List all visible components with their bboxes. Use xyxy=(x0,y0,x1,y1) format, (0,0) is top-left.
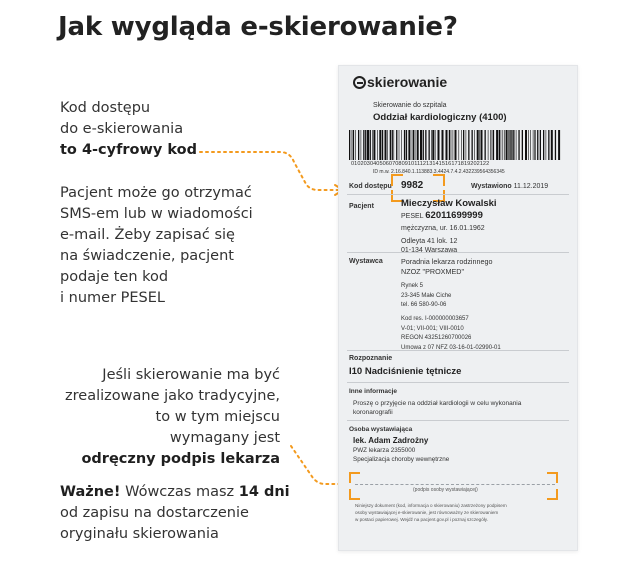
text-line: w postaci papierowej. Wejdź na pacjent.gov.pl i poznaj szczegóły. xyxy=(355,517,489,522)
divider xyxy=(347,194,569,195)
pesel-number: 62011699999 xyxy=(425,210,483,221)
bracket-corner xyxy=(349,489,360,500)
other-info xyxy=(353,399,521,417)
text-line: do e-skierowania xyxy=(60,121,184,137)
issued-label: Wystawiono xyxy=(471,183,512,190)
bracket-corner xyxy=(433,174,445,186)
doctor-details xyxy=(353,447,449,464)
pesel-row xyxy=(401,210,483,221)
barcode-digits: 01020304050607080910111213141516171819202122 xyxy=(351,161,490,167)
bracket-corner xyxy=(349,472,360,483)
text-line: REGON 43251260700026 xyxy=(401,335,472,342)
text-line: wymagany jest xyxy=(169,430,280,446)
diagnosis-label: Rozpoznanie xyxy=(349,355,393,362)
barcode xyxy=(349,130,561,160)
important-label: Ważne! xyxy=(60,484,121,500)
text-line: 01-134 Warszawa xyxy=(401,247,458,254)
text-line: Odleyta 41 lok. 12 xyxy=(401,237,458,245)
important-note xyxy=(60,482,310,545)
text-line: Kod res. I-000000003657 xyxy=(401,315,469,322)
text-line: na świadczenie, pacjent xyxy=(60,248,234,264)
text-line: osoby wystawiającej e-skierowanie, jest równoważny ze skierowaniem xyxy=(355,510,499,515)
text-line: Rynek 5 xyxy=(401,283,424,290)
access-code-usage-text xyxy=(60,183,310,309)
issue-date-row xyxy=(471,183,548,190)
arrow-to-access-code-icon xyxy=(190,140,350,200)
text-line: tel. 66 580-90-06 xyxy=(401,302,447,309)
pesel-label: PESEL xyxy=(401,213,424,220)
other-info-label: Inne informacje xyxy=(349,388,398,395)
text-line: e-mail. Żeby zapisać się xyxy=(60,227,235,243)
diagnosis: I10 Nadciśnienie tętnicze xyxy=(349,366,462,377)
days-count: 14 dni xyxy=(238,484,290,500)
id-line: ID m.w. 2.16.840.1.113883.3.4424.7.4.2.432239564356345 xyxy=(373,169,505,175)
signature-caption: (podpis osoby wystawiającej) xyxy=(413,487,478,493)
logo-text: skierowanie xyxy=(367,74,448,90)
e-logo-icon xyxy=(353,76,366,89)
doctor-name: lek. Adam Zadrożny xyxy=(353,436,429,445)
text-line: Poradnia lekarza rodzinnego xyxy=(401,257,493,266)
referral-type: Skierowanie do szpitala xyxy=(373,102,447,109)
bracket-corner xyxy=(391,174,403,186)
patient-label: Pacjent xyxy=(349,203,374,210)
page-title: Jak wygląda e-skierowanie? xyxy=(58,12,458,42)
access-code: 9982 xyxy=(401,180,424,191)
text-line: 23-345 Małe Ciche xyxy=(401,292,452,299)
patient-name: Mieczysław Kowalski xyxy=(401,198,497,209)
text-line: Specjalizacja choroby wewnętrzne xyxy=(353,455,450,463)
text-line: Niniejszy dokument (kod, informacja o skierowaniu) zastrzeżony podpisem xyxy=(355,503,507,508)
bracket-corner xyxy=(547,472,558,483)
divider xyxy=(347,382,569,383)
text-line: zrealizowane jako tradycyjne, xyxy=(65,388,280,404)
text-line: od zapisu na dostarczenie xyxy=(60,505,249,521)
patient-details xyxy=(401,224,485,256)
text-line: to w tym miejscu xyxy=(155,409,280,425)
divider xyxy=(347,350,569,351)
text-line: Jeśli skierowanie ma być xyxy=(102,367,280,383)
bracket-corner xyxy=(547,489,558,500)
signature-line xyxy=(355,484,555,485)
text-line-bold: odręczny podpis lekarza xyxy=(81,451,280,467)
text-line: SMS-em lub w wiadomości xyxy=(60,206,253,222)
issuer-details xyxy=(401,257,501,353)
e-skierowanie-logo xyxy=(353,74,447,90)
text-line: oryginału skierowania xyxy=(60,526,219,542)
access-code-label: Kod dostępu xyxy=(349,183,392,190)
doctor-label: Osoba wystawiająca xyxy=(349,426,413,433)
text-line xyxy=(60,482,310,503)
issued-date: 11.12.2019 xyxy=(513,183,549,190)
text-line: mężczyzna, ur. 16.01.1962 xyxy=(401,225,485,232)
text-line: Proszę o przyjęcie na oddział kardiologii w celu wykonania xyxy=(353,400,522,407)
footer-note xyxy=(355,502,507,523)
text-span: Wówczas masz xyxy=(120,484,239,500)
divider xyxy=(347,252,569,253)
text-line: podaje ten kod xyxy=(60,269,169,285)
text-line-bold: to 4-cyfrowy kod xyxy=(60,142,198,158)
text-line: V-01; VII-001; VIII-0010 xyxy=(401,325,464,332)
text-line: Pacjent może go otrzymać xyxy=(60,185,252,201)
text-line: NZOZ "PROXMED" xyxy=(401,266,465,276)
issuer-label: Wystawca xyxy=(349,258,383,265)
text-line: PWZ lekarza 2355000 xyxy=(353,447,416,454)
text-line: Kod dostępu xyxy=(60,100,151,116)
divider xyxy=(347,420,569,421)
text-line: Umowa z 07 NFZ 03-16-01-02990-01 xyxy=(401,344,501,351)
ward-name: Oddział kardiologiczny (4100) xyxy=(373,112,507,123)
text-line: i numer PESEL xyxy=(60,290,165,306)
text-line: koronarografii xyxy=(353,409,393,416)
signature-explanation xyxy=(60,365,280,470)
e-referral-document xyxy=(338,65,578,551)
